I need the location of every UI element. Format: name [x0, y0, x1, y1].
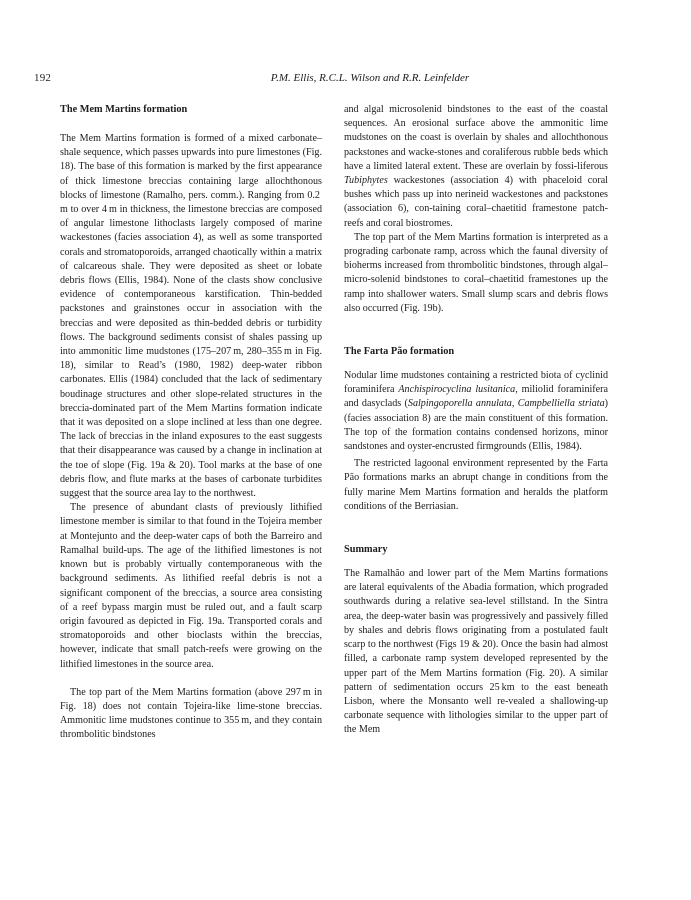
section-heading-mem-martins: The Mem Martins formation — [60, 104, 188, 115]
paragraph-summary: The Ramalhão and lower part of the Mem Martins formations are lateral equivalents of the Abadia formation, which prograded southwards during a relative sea-level stillstand. In the Sintra area, the deep-water basin was progressively and passively filled by shales and debris flows originating from a postulated fault scarp to the northwest (Figs 19 & 20). Once the basin had almost filled, a carbonate ramp system developed represented by the upper part of the Mem Martins formation (Fig. 20). A similar pattern of sedimentation occurs 25 km to the east beneath Lisbon, where the Monsanto well re-vealed a shallowing-up carbonate sequence with lithologies similar to the upper part of the Mem — [344, 568, 608, 736]
left-column — [60, 103, 322, 743]
paragraph-mem-martins-1: The Mem Martins formation is formed of a mixed carbonate–shale sequence, which passes upwards into pure limestones (Fig. 18). The base of this formation is marked by the first appearance of thick limestone breccias containing large allochthonous blocks of limestone (Ramalho, pers. comm.). Ranging from 0.2 m to over 4 m in thickness, the limestone breccias are composed of angular limestone lithoclasts largely composed of marine wackestones (facies association 4), as well as some transported corals and stromatoporoids, arranged chaotically within a matrix of calcareous shale. They were deposited as sheet or lobate debris flows (Ellis, 1984). None of the clasts show conclusive evidence of contemporaneous karstification. Thin-bedded packstones and grainstones occur in association with the breccias and were deposited as thin-bedded debris or turbidity flows. The background sediments consist of shales passing up into ammonitic lime mudstones (175–207 m, 280–355 m in Fig. 18), similar to Read’s (1980, 1982) deep-water ribbon carbonates. Ellis (1984) concluded that the lack of sedimentary boudinage structures and other slope-related structures in the breccia-dominated part of the Mem Martins formation indicate that it was deposited on a slope inclined at less than one degree. The lack of breccias in the inland exposures to the east suggests that their disappearance was caused by a change in inclination at the toe of slope (Fig. 19a & 20). Tool marks at the base of one debris flow, and flute marks at the bases of carbonate turbidites suggest that the source area lay to the northwest. — [60, 133, 322, 500]
running-header: P.M. Ellis, R.C.L. Wilson and R.R. Leinfelder — [270, 72, 470, 84]
species-name: Salpingoporella annulata, Campbelliella striata — [407, 398, 605, 410]
page-number: 192 — [34, 72, 52, 84]
paragraph-mem-martins-3: The top part of the Mem Martins formation (above 297 m in Fig. 18) does not contain Tojeira-like lime-stone breccias. Ammonitic lime mudstones continue to 355 m, and they contain thrombolitic bindstones — [60, 686, 322, 741]
section-heading-farta-pao: The Farta Pão formation — [344, 346, 455, 358]
section-heading-summary: Summary — [344, 544, 388, 556]
paragraph-mem-martins-continued: and algal microsolenid bindstones to the east of the coastal sequences. An erosional surface above the ammonitic lime mudstones on the coast is overlain by shales and allochthonous packstones and wacke-stones and coraliferous rubble beds which have a limited lateral extent. These are overlain by fossi-liferous Tubiphytes wackestones (association 4) with phaceloid coral bushes which pass up into nerineid wackestones and packstones (association 6), con-taining coral–chaetitid framestone patch-reefs and coral biostromes. — [344, 104, 608, 229]
right-column — [344, 103, 608, 738]
paragraph-farta-pao-2: The restricted lagoonal environment represented by the Farta Pão formations marks an abrupt change in conditions from the fully marine Mem Martins formation and heralds the platform conditions of the Berriasian. — [344, 458, 608, 512]
paragraph-mem-martins-ramp: The top part of the Mem Martins formation is interpreted as a prograding carbonate ramp, across which the faunal diversity of bioherms increased from thrombolitic bindstones, through algal–micro-solenid bindstones to coral–chaetitid framestones up the ramp into shallower waters. Small slump scars and debris flows also occurred (Fig. 19b). — [344, 231, 608, 314]
paragraph-mem-martins-2: The presence of abundant clasts of previously lithified limestone member is similar to that found in the Tojeira member at Montejunto and the deep-water caps of both the Barreiro and Ramalhal build-ups. The age of the lithified limestones is not known but is probably virtually contemporaneous with the background sediments. As lithified reefal debris is not a significant component of the breccias, a source area consisting of a reef bypass margin must be ruled out, and a fault scarp origin favoured as depicted in Fig. 19a. Transported corals and stromatoporoids and other bioclasts within the breccias, however, indicate that small patch-reefs were growing on the lithified limestones in the source area. — [60, 502, 322, 670]
species-name: Anchispirocyclina lusitanica, — [398, 384, 518, 396]
paragraph-farta-pao-1: Nodular lime mudstones containing a restricted biota of cyclinid foraminifera Anchispirocyclina lusitanica, miliolid foraminifera and dasyclads (Salpingoporella annulata, Campbelliella striata) (facies association 8) are the main constituent of this formation. The top of the formation contains condensed horizons, minor sandstones and oyster-encrusted firmgrounds (Ellis, 1984). — [344, 370, 608, 453]
genus-name: Tubiphytes — [344, 175, 388, 187]
